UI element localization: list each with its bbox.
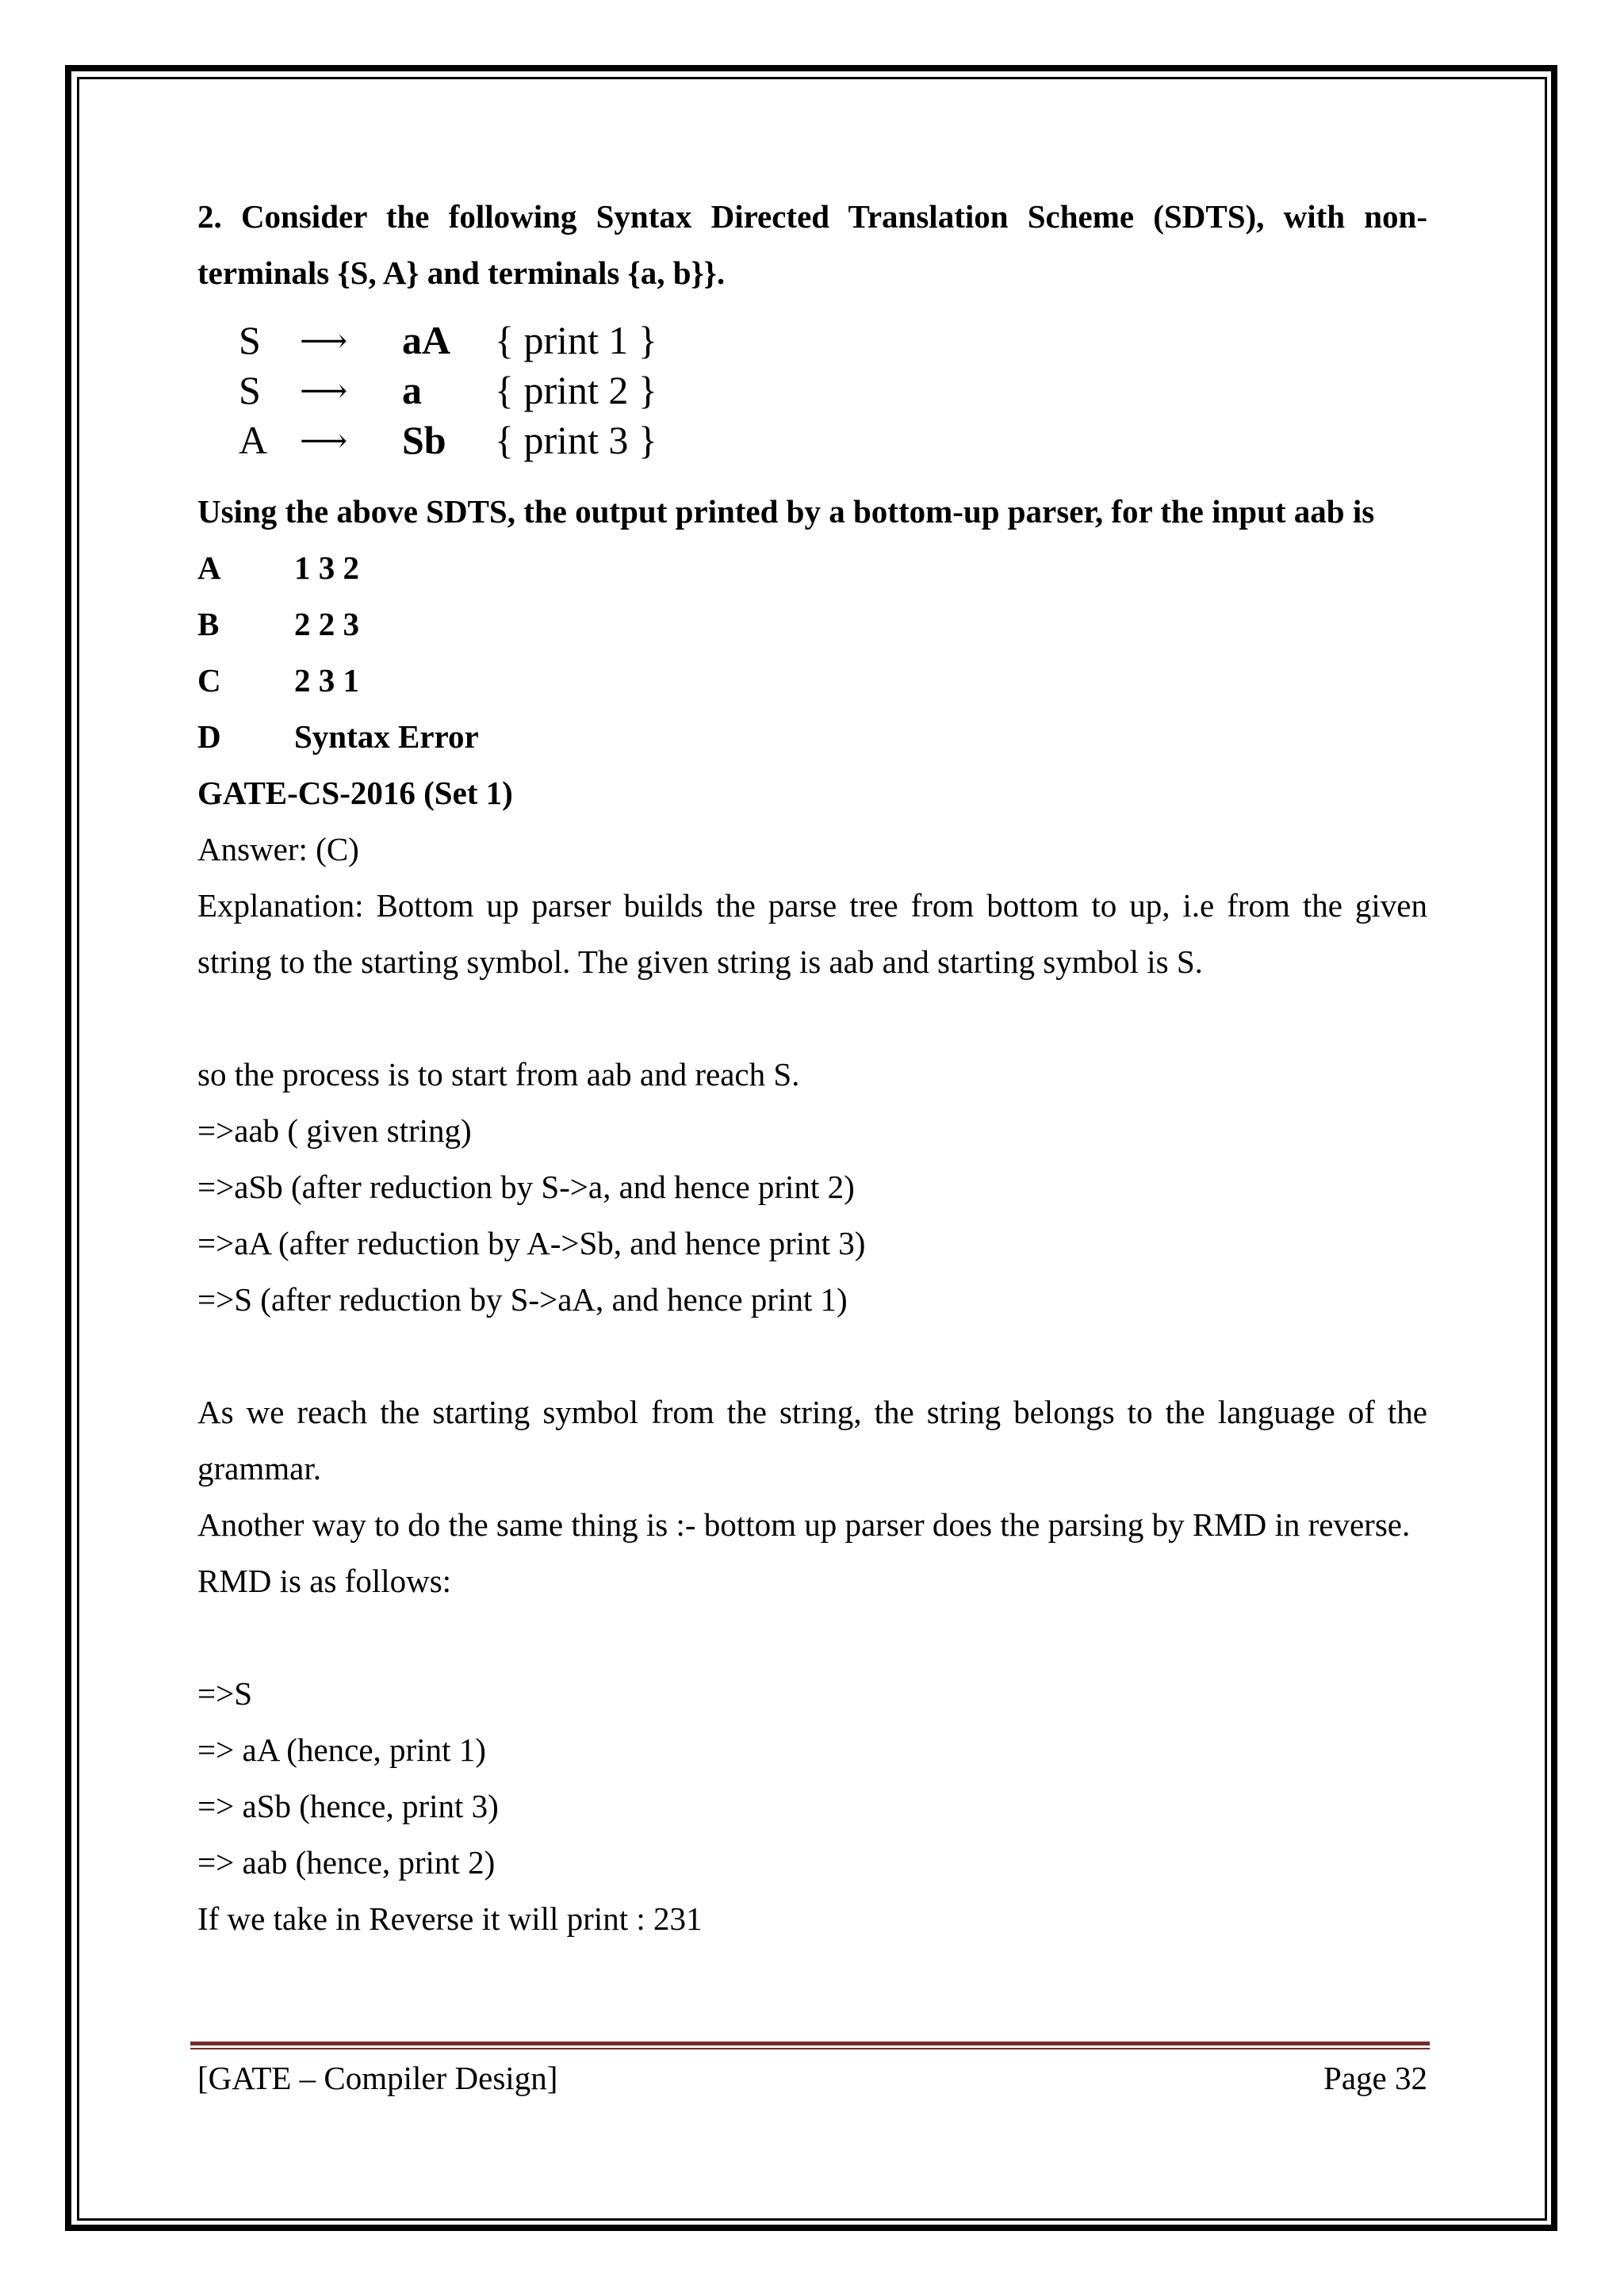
rule-arrow: ⟶ [300, 321, 348, 360]
page-content [197, 189, 1427, 1947]
footer-rule-thin [190, 2048, 1430, 2049]
option-b [197, 596, 1427, 652]
rmd-step: => aSb (hence, print 3) [197, 1788, 499, 1824]
explanation-line: RMD is as follows: [197, 1563, 452, 1599]
footer-rule [190, 2042, 1430, 2045]
sdts-grammar [197, 316, 1427, 465]
rmd-step: => aab (hence, print 2) [197, 1844, 496, 1881]
rule-rhs: a [402, 368, 422, 412]
derivation-step: =>S (after reduction by S->aA, and hence print 1) [197, 1281, 848, 1318]
grammar-rule [197, 316, 1427, 365]
rule-lhs: A [239, 418, 268, 462]
question-line-1: 2. Consider the following Syntax Directed Translation Scheme (SDTS), with non- [197, 198, 1427, 235]
explanation-line: Explanation: Bottom up parser builds the parse tree from bottom to up, i.e from the given [197, 887, 1427, 924]
option-a [197, 540, 1427, 596]
derivation-step: =>aab ( given string) [197, 1112, 472, 1149]
rule-action: { print 1 } [495, 318, 657, 362]
explanation-line: grammar. [197, 1450, 321, 1487]
rule-rhs: Sb [402, 418, 446, 462]
derivation-step: =>aSb (after reduction by S->a, and hence print 2) [197, 1169, 855, 1205]
option-text: 2 2 3 [294, 606, 359, 642]
explanation-line: As we reach the starting symbol from the string, the string belongs to the language of the [197, 1394, 1427, 1430]
explanation-line: so the process is to start from aab and reach S. [197, 1056, 800, 1093]
option-label: B [197, 606, 220, 642]
blank-line [197, 990, 1427, 1047]
grammar-rule [197, 415, 1427, 465]
footer-title: [GATE – Compiler Design] [197, 2060, 558, 2096]
question-line-2: terminals {S, A} and terminals {a, b}}. [197, 254, 726, 291]
rule-action: { print 3 } [495, 418, 657, 462]
explanation-line: string to the starting symbol. The given string is aab and starting symbol is S. [197, 943, 1203, 980]
page-number: Page 32 [1323, 2060, 1427, 2096]
explanation-conclusion: If we take in Reverse it will print : 231 [197, 1900, 703, 1937]
option-text: 1 3 2 [294, 549, 359, 586]
explanation-line: Another way to do the same thing is :- bottom up parser does the parsing by RMD in reverse. [197, 1506, 1411, 1543]
rule-lhs: S [239, 318, 261, 362]
rmd-step: =>S [197, 1675, 253, 1712]
rule-action: { print 2 } [495, 368, 657, 412]
question-source: GATE-CS-2016 (Set 1) [197, 775, 513, 811]
option-c [197, 652, 1427, 709]
question-prompt: Using the above SDTS, the output printed by a bottom-up parser, for the input aab is [197, 493, 1375, 530]
option-text: Syntax Error [294, 718, 479, 755]
option-label: A [197, 549, 221, 586]
blank-line [197, 1328, 1427, 1384]
answer-line: Answer: (C) [197, 831, 359, 867]
option-text: 2 3 1 [294, 662, 359, 698]
rule-arrow: ⟶ [300, 421, 348, 460]
option-d [197, 709, 1427, 765]
derivation-step: =>aA (after reduction by A->Sb, and hence print 3) [197, 1225, 866, 1261]
rule-rhs: aA [402, 318, 451, 362]
option-label: C [197, 662, 221, 698]
rule-lhs: S [239, 368, 261, 412]
option-label: D [197, 718, 221, 755]
rule-arrow: ⟶ [300, 371, 348, 410]
rmd-step: => aA (hence, print 1) [197, 1732, 486, 1768]
grammar-rule [197, 365, 1427, 415]
page-footer [197, 2050, 1427, 2107]
blank-line [197, 1609, 1427, 1666]
